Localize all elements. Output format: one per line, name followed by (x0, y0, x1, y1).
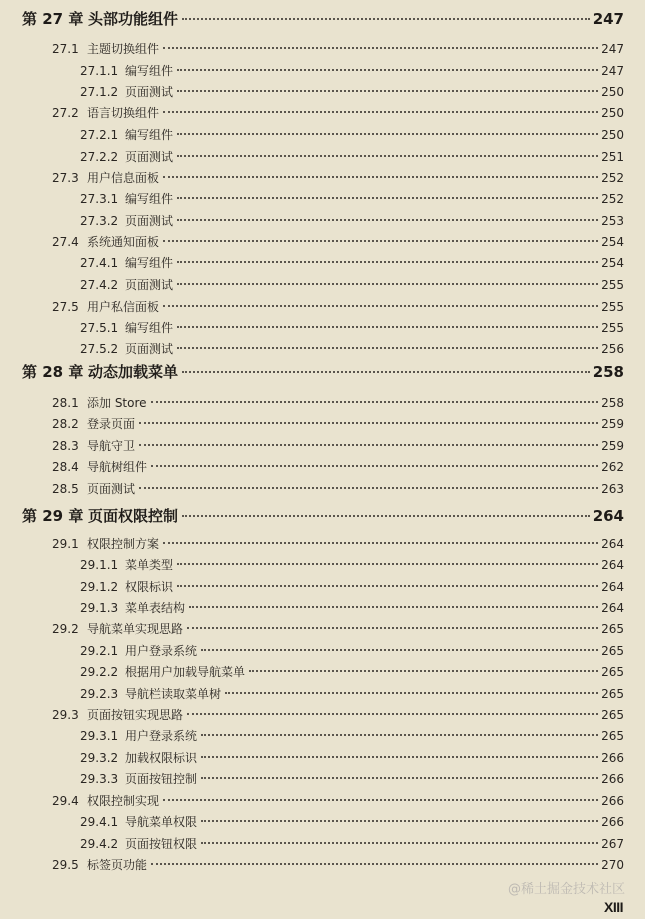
subsection-number: 27.3.1 (80, 192, 119, 206)
section-number: 28.2 (52, 417, 79, 431)
subsection-number: 29.3.3 (80, 772, 119, 786)
section-number: 27.3 (52, 171, 79, 185)
subsection-number: 27.1.1 (80, 64, 119, 78)
dot-leader (201, 842, 598, 844)
subsection-page-number: 267 (601, 837, 624, 851)
section-entry[interactable] (52, 104, 624, 122)
chapter-page-number: 258 (592, 363, 624, 381)
dot-leader (163, 111, 598, 113)
subsection-number: 27.4.2 (80, 278, 119, 292)
section-title: 用户信息面板 (87, 171, 160, 185)
subsection-page-number: 265 (601, 644, 624, 658)
subsection-entry[interactable] (80, 578, 624, 596)
dot-leader (177, 326, 598, 328)
subsection-title: 加载权限标识 (125, 751, 198, 765)
dot-leader (249, 670, 598, 672)
chapter-heading[interactable] (22, 8, 624, 28)
subsection-number: 27.5.1 (80, 321, 119, 335)
section-title: 权限控制实现 (87, 794, 160, 808)
dot-leader (177, 261, 598, 263)
subsection-number: 29.1.3 (80, 601, 119, 615)
section-entry[interactable] (52, 394, 624, 412)
section-number: 29.3 (52, 708, 79, 722)
subsection-title: 编写组件 (125, 128, 174, 142)
subsection-title: 导航栏读取菜单树 (125, 687, 222, 701)
dot-leader (201, 820, 598, 822)
subsection-title: 用户登录系统 (125, 644, 198, 658)
subsection-page-number: 253 (601, 214, 624, 228)
section-title: 登录页面 (87, 417, 136, 431)
dot-leader (163, 176, 598, 178)
section-entry[interactable] (52, 415, 624, 433)
chapter-title: 头部功能组件 (88, 10, 179, 28)
subsection-number: 27.2.1 (80, 128, 119, 142)
subsection-title: 根据用户加载导航菜单 (125, 665, 246, 679)
dot-leader (182, 515, 590, 517)
dot-leader (201, 756, 598, 758)
dot-leader (177, 69, 598, 71)
section-page-number: 259 (601, 439, 624, 453)
subsection-entry[interactable] (80, 749, 624, 767)
subsection-title: 用户登录系统 (125, 729, 198, 743)
section-entry[interactable] (52, 298, 624, 316)
subsection-entry[interactable] (80, 254, 624, 272)
section-title: 页面测试 (87, 482, 136, 496)
subsection-page-number: 265 (601, 687, 624, 701)
subsection-title: 编写组件 (125, 64, 174, 78)
subsection-number: 29.3.2 (80, 751, 119, 765)
subsection-title: 编写组件 (125, 256, 174, 270)
section-page-number: 264 (601, 537, 624, 551)
chapter-title: 页面权限控制 (88, 507, 179, 525)
section-title: 添加 Store (87, 396, 147, 410)
section-page-number: 254 (601, 235, 624, 249)
section-page-number: 258 (601, 396, 624, 410)
dot-leader (177, 347, 598, 349)
chapter-heading[interactable] (22, 505, 624, 525)
section-number: 27.5 (52, 300, 79, 314)
section-title: 系统通知面板 (87, 235, 160, 249)
dot-leader (163, 47, 598, 49)
section-number: 29.4 (52, 794, 79, 808)
section-page-number: 265 (601, 708, 624, 722)
section-entry[interactable] (52, 792, 624, 810)
subsection-entry[interactable] (80, 212, 624, 230)
dot-leader (177, 585, 598, 587)
dot-leader (151, 401, 599, 403)
section-page-number: 247 (601, 42, 624, 56)
section-title: 标签页功能 (87, 858, 148, 872)
chapter-number: 第 29 章 (22, 507, 84, 525)
chapter-number: 第 28 章 (22, 363, 84, 381)
section-number: 28.4 (52, 460, 79, 474)
dot-leader (201, 649, 598, 651)
dot-leader (139, 422, 598, 424)
section-number: 27.4 (52, 235, 79, 249)
subsection-page-number: 255 (601, 278, 624, 292)
section-page-number: 263 (601, 482, 624, 496)
dot-leader (187, 627, 598, 629)
section-number: 29.1 (52, 537, 79, 551)
section-page-number: 252 (601, 171, 624, 185)
subsection-page-number: 250 (601, 85, 624, 99)
section-number: 29.2 (52, 622, 79, 636)
dot-leader (163, 240, 598, 242)
subsection-entry[interactable] (80, 727, 624, 745)
dot-leader (139, 487, 598, 489)
section-entry[interactable] (52, 458, 624, 476)
dot-leader (177, 90, 598, 92)
subsection-page-number: 250 (601, 128, 624, 142)
subsection-entry[interactable] (80, 770, 624, 788)
subsection-number: 27.3.2 (80, 214, 119, 228)
subsection-entry[interactable] (80, 148, 624, 166)
section-page-number: 250 (601, 106, 624, 120)
watermark: @稀土掘金技术社区 (507, 882, 625, 897)
subsection-entry[interactable] (80, 599, 624, 617)
subsection-entry[interactable] (80, 685, 624, 703)
subsection-title: 导航菜单权限 (125, 815, 198, 829)
subsection-page-number: 264 (601, 601, 624, 615)
subsection-entry[interactable] (80, 319, 624, 337)
section-number: 27.1 (52, 42, 79, 56)
subsection-page-number: 265 (601, 665, 624, 679)
subsection-number: 29.3.1 (80, 729, 119, 743)
subsection-page-number: 255 (601, 321, 624, 335)
subsection-page-number: 265 (601, 729, 624, 743)
subsection-number: 29.4.1 (80, 815, 119, 829)
subsection-title: 编写组件 (125, 321, 174, 335)
subsection-title: 页面测试 (125, 342, 174, 356)
subsection-title: 编写组件 (125, 192, 174, 206)
subsection-page-number: 266 (601, 772, 624, 786)
section-number: 28.3 (52, 439, 79, 453)
page-number: XIII (603, 899, 623, 915)
section-title: 用户私信面板 (87, 300, 160, 314)
subsection-number: 27.1.2 (80, 85, 119, 99)
chapter-page-number: 247 (592, 10, 624, 28)
subsection-number: 29.1.1 (80, 558, 119, 572)
subsection-title: 页面按钮控制 (125, 772, 198, 786)
subsection-number: 29.1.2 (80, 580, 119, 594)
dot-leader (163, 542, 598, 544)
subsection-title: 页面按钮权限 (125, 837, 198, 851)
section-title: 主题切换组件 (87, 42, 160, 56)
dot-leader (201, 777, 598, 779)
dot-leader (201, 734, 598, 736)
section-page-number: 255 (601, 300, 624, 314)
subsection-page-number: 266 (601, 815, 624, 829)
subsection-entry[interactable] (80, 83, 624, 101)
dot-leader (151, 465, 598, 467)
subsection-number: 27.4.1 (80, 256, 119, 270)
subsection-page-number: 251 (601, 150, 624, 164)
subsection-number: 29.2.1 (80, 644, 119, 658)
subsection-entry[interactable] (80, 642, 624, 660)
section-title: 权限控制方案 (87, 537, 160, 551)
dot-leader (177, 133, 598, 135)
section-entry[interactable] (52, 169, 624, 187)
subsection-entry[interactable] (80, 62, 624, 80)
section-entry[interactable] (52, 233, 624, 251)
subsection-number: 29.4.2 (80, 837, 119, 851)
section-entry[interactable] (52, 856, 624, 874)
section-title: 导航守卫 (87, 439, 136, 453)
dot-leader (182, 18, 590, 20)
section-page-number: 270 (601, 858, 624, 872)
subsection-number: 29.2.2 (80, 665, 119, 679)
subsection-title: 页面测试 (125, 150, 174, 164)
subsection-entry[interactable] (80, 126, 624, 144)
subsection-page-number: 256 (601, 342, 624, 356)
dot-leader (189, 606, 598, 608)
dot-leader (177, 219, 598, 221)
chapter-heading[interactable] (22, 361, 624, 381)
dot-leader (139, 444, 598, 446)
dot-leader (151, 863, 598, 865)
chapter-title: 动态加载菜单 (88, 363, 179, 381)
subsection-title: 页面测试 (125, 278, 174, 292)
subsection-number: 27.2.2 (80, 150, 119, 164)
chapter-page-number: 264 (592, 507, 624, 525)
section-page-number: 262 (601, 460, 624, 474)
subsection-entry[interactable] (80, 813, 624, 831)
dot-leader (177, 197, 598, 199)
subsection-title: 页面测试 (125, 85, 174, 99)
chapter-number: 第 27 章 (22, 10, 84, 28)
section-entry[interactable] (52, 480, 624, 498)
subsection-page-number: 264 (601, 580, 624, 594)
section-entry[interactable] (52, 437, 624, 455)
section-title: 页面按钮实现思路 (87, 708, 184, 722)
subsection-title: 页面测试 (125, 214, 174, 228)
dot-leader (163, 799, 598, 801)
subsection-entry[interactable] (80, 190, 624, 208)
section-page-number: 266 (601, 794, 624, 808)
subsection-page-number: 266 (601, 751, 624, 765)
section-page-number: 265 (601, 622, 624, 636)
dot-leader (177, 155, 598, 157)
subsection-page-number: 264 (601, 558, 624, 572)
section-entry[interactable] (52, 535, 624, 553)
section-page-number: 259 (601, 417, 624, 431)
dot-leader (187, 713, 598, 715)
section-number: 28.1 (52, 396, 79, 410)
section-number: 28.5 (52, 482, 79, 496)
subsection-number: 27.5.2 (80, 342, 119, 356)
subsection-entry[interactable] (80, 835, 624, 853)
section-title: 导航树组件 (87, 460, 148, 474)
subsection-entry[interactable] (80, 556, 624, 574)
dot-leader (163, 305, 598, 307)
dot-leader (177, 563, 598, 565)
subsection-page-number: 254 (601, 256, 624, 270)
subsection-entry[interactable] (80, 340, 624, 358)
dot-leader (177, 283, 598, 285)
subsection-entry[interactable] (80, 663, 624, 681)
subsection-page-number: 247 (601, 64, 624, 78)
section-entry[interactable] (52, 620, 624, 638)
section-entry[interactable] (52, 40, 624, 58)
subsection-title: 菜单类型 (125, 558, 174, 572)
subsection-title: 菜单表结构 (125, 601, 186, 615)
subsection-number: 29.2.3 (80, 687, 119, 701)
section-number: 29.5 (52, 858, 79, 872)
dot-leader (182, 371, 590, 373)
subsection-title: 权限标识 (125, 580, 174, 594)
subsection-entry[interactable] (80, 276, 624, 294)
subsection-page-number: 252 (601, 192, 624, 206)
section-title: 导航菜单实现思路 (87, 622, 184, 636)
section-number: 27.2 (52, 106, 79, 120)
dot-leader (225, 692, 598, 694)
section-entry[interactable] (52, 706, 624, 724)
section-title: 语言切换组件 (87, 106, 160, 120)
